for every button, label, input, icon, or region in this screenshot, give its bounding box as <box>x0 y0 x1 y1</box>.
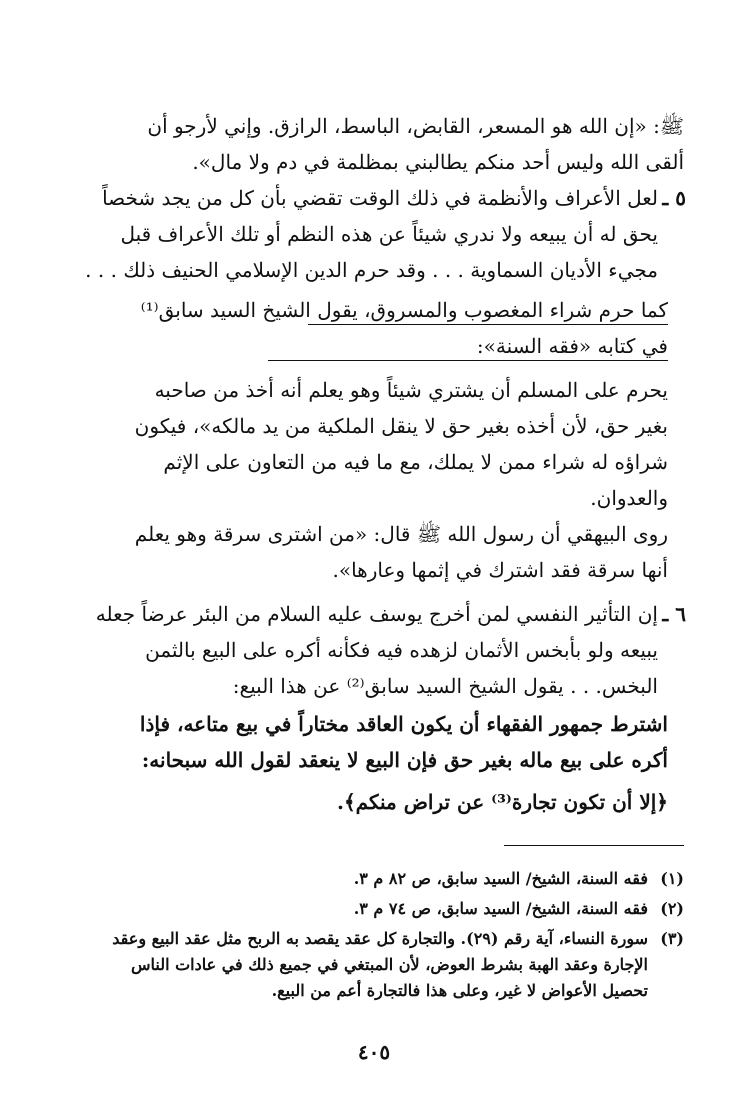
text-line: ألقى الله وليس أحد منكم يطالبني بمظلمة في دم ولا مال». <box>192 150 684 174</box>
text-line: كما حرم شراء المغصوب والمسروق، يقول الشيخ السيد سابق⁽¹⁾ <box>140 298 668 322</box>
text-line: أنها سرقة فقد اشترك في إثمها وعارها». <box>332 558 668 582</box>
text-line: يحق له أن يبيعه ولا ندري شيئاً عن هذه النظم أو تلك الأعراف قبل <box>120 222 658 246</box>
footnote-line: تحصيل الأعواض لا غير، وعلى هذا فالتجارة أعم من البيع. <box>271 981 648 1000</box>
item-6-text <box>64 596 658 704</box>
quote-2 <box>64 516 668 588</box>
underline <box>268 360 668 361</box>
text-line: في كتابه «فقه السنة»: <box>476 334 668 358</box>
intro-paragraph <box>64 108 684 180</box>
footnote-number: (٣) <box>660 929 684 948</box>
footnote-line: فقه السنة، الشيخ/ السيد سابق، ص ٧٤ م ٣. <box>353 899 648 918</box>
underline <box>308 324 668 325</box>
text-line: شراؤه له شراء ممن لا يملك، مع ما فيه من التعاون على الإثم <box>163 450 668 474</box>
text-line: والعدوان. <box>590 486 668 510</box>
quran-verse: ﴿إلا أن تكون تجارة⁽³⁾ عن تراض منكم﴾. <box>336 790 668 814</box>
text-line: روى البيهقي أن رسول الله ﷺ قال: «من اشترى سرقة وهو يعلم <box>134 522 668 546</box>
footnote-rule <box>504 845 684 846</box>
text-line: البخس. . . يقول الشيخ السيد سابق⁽²⁾ عن هذا البيع: <box>232 674 658 698</box>
text-line: مجيء الأديان السماوية . . . وقد حرم الدين الإسلامي الحنيف ذلك . . . <box>85 258 658 282</box>
footnote-number: (١) <box>660 869 684 888</box>
footnote-line: فقه السنة، الشيخ/ السيد سابق، ص ٨٢ م ٣. <box>353 869 648 888</box>
footnote-line: الإجارة وعقد الهبة بشرط العوض، لأن المبتغي في جميع ذلك في عادات الناس <box>130 955 648 974</box>
text-line: ﷺ: «إن الله هو المسعر، القابض، الباسط، الرازق. وإني لأرجو أن <box>147 114 684 138</box>
item-6-marker: ٦ ـ <box>662 602 686 626</box>
quote-3 <box>64 706 668 820</box>
item-5-text <box>64 180 658 288</box>
footnote-number: (٢) <box>660 899 684 918</box>
text-line: اشترط جمهور الفقهاء أن يكون العاقد مختاراً في بيع متاعه، فإذا <box>139 712 668 736</box>
item-5-marker: ٥ ـ <box>662 186 686 210</box>
text-line: يحرم على المسلم أن يشتري شيئاً وهو يعلم أنه أخذ من صاحبه <box>154 378 668 402</box>
page-number: ٤٠٥ <box>357 1040 391 1064</box>
footnote-line: سورة النساء، آية رقم (٢٩). والتجارة كل عقد يقصد به الربح مثل عقد البيع وعقد <box>112 929 648 948</box>
text-line: إن التأثير النفسي لمن أخرج يوسف عليه السلام من البئر عرضاً جعله <box>95 602 658 626</box>
text-line: لعل الأعراف والأنظمة في ذلك الوقت تقضي بأن كل من يجد شخصاً <box>102 186 658 210</box>
text-line: يبيعه ولو بأبخس الأثمان لزهده فيه فكأنه أكره على البيع بالثمن <box>145 638 658 662</box>
text-line: أكره على بيع ماله بغير حق فإن البيع لا ينعقد لقول الله سبحانه: <box>141 748 668 772</box>
text-line: بغير حق، لأن أخذه بغير حق لا ينقل الملكية من يد مالكه»، فيكون <box>134 414 668 438</box>
quote-1 <box>64 372 668 516</box>
sabiq-paragraph <box>64 292 668 364</box>
